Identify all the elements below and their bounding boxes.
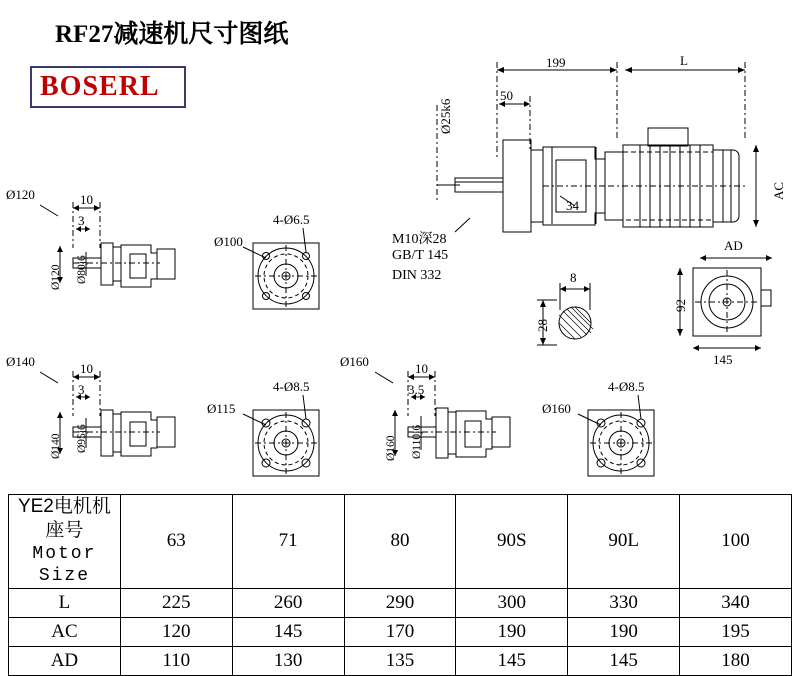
motor-end-view [677, 255, 772, 351]
motor-size-table [8, 494, 792, 676]
cell-L-63: 225 [120, 588, 232, 617]
table-col-1: 71 [232, 495, 344, 589]
v3-dim-35-label: 3.5 [408, 382, 425, 397]
cell-AD-100: 180 [680, 646, 792, 675]
v1-holes-label: 4-Ø6.5 [273, 212, 310, 227]
cell-AC-90S: 190 [456, 617, 568, 646]
table-row [9, 617, 792, 646]
v3-d160b-label: Ø160 [542, 401, 571, 416]
cell-AC-63: 120 [120, 617, 232, 646]
cell-L-80: 290 [344, 588, 456, 617]
dim-L-label: L [680, 53, 688, 68]
dim-34-label: 34 [566, 198, 579, 213]
v2-d115-label: Ø115 [207, 401, 236, 416]
cell-AD-90S: 145 [456, 646, 568, 675]
v3-d160-label: Ø160 [385, 435, 397, 461]
v3-d110j6-label: Ø110j6 [411, 424, 423, 459]
dim-AC-label: AC [771, 181, 786, 200]
v1-d80j6-label: Ø80j6 [76, 255, 88, 284]
cell-AD-80: 135 [344, 646, 456, 675]
v2-dim-3-label: 3 [78, 382, 85, 397]
dim-92-label: 92 [673, 299, 688, 312]
main-assembly-view [437, 62, 759, 232]
dim-199-label: 199 [546, 55, 566, 70]
v3-d160-outer-label: Ø160 [340, 354, 369, 369]
variant-120-front-view [243, 228, 319, 309]
cell-L-71: 260 [232, 588, 344, 617]
cell-AC-80: 170 [344, 617, 456, 646]
row-label-AD: AD [9, 646, 121, 675]
page-title: RF27减速机尺寸图纸 [55, 21, 289, 48]
v2-d140-label: Ø140 [50, 433, 62, 459]
v2-d140-outer-label: Ø140 [6, 354, 35, 369]
v1-dim-10-label: 10 [80, 192, 93, 207]
cell-L-90S: 300 [456, 588, 568, 617]
v1-d120-outer-label: Ø120 [6, 187, 35, 202]
dim-8-label: 8 [570, 270, 577, 285]
v3-holes-label: 4-Ø8.5 [608, 379, 645, 394]
dim-d25k6-label: Ø25k6 [438, 98, 453, 134]
cell-AC-100: 195 [680, 617, 792, 646]
v3-dim-10-label: 10 [415, 361, 428, 376]
cell-L-90L: 330 [568, 588, 680, 617]
thread-note-line2: GB/T 145 [392, 248, 449, 263]
table-header-label-en: Motor Size [32, 543, 97, 586]
thread-note-line1: M10深28 [392, 232, 447, 247]
table-col-0: 63 [120, 495, 232, 589]
dim-28-label: 28 [535, 319, 550, 332]
cell-AD-63: 110 [120, 646, 232, 675]
cell-AC-71: 145 [232, 617, 344, 646]
brand-logo: BOSERL [40, 71, 160, 102]
dim-145-label: 145 [713, 352, 733, 367]
v2-dim-10-label: 10 [80, 361, 93, 376]
v1-d100-label: Ø100 [214, 234, 243, 249]
cell-AD-90L: 145 [568, 646, 680, 675]
table-row [9, 588, 792, 617]
v1-dim-3-label: 3 [78, 213, 85, 228]
v1-d120-label: Ø120 [50, 264, 62, 290]
thread-note-line3: DIN 332 [392, 268, 442, 283]
v2-holes-label: 4-Ø8.5 [273, 379, 310, 394]
row-label-L: L [9, 588, 121, 617]
v2-d95j6-label: Ø95j6 [76, 424, 88, 453]
table-col-4: 90L [568, 495, 680, 589]
table-col-5: 100 [680, 495, 792, 589]
variant-140-front-view [243, 395, 319, 476]
variant-160-front-view [578, 395, 654, 476]
table-header-label-cn: YE2电机机座号 [17, 496, 111, 541]
cell-AD-71: 130 [232, 646, 344, 675]
table-col-2: 80 [344, 495, 456, 589]
dim-50-label: 50 [500, 88, 513, 103]
table-header-row [9, 495, 792, 589]
cell-L-100: 340 [680, 588, 792, 617]
table-col-3: 90S [456, 495, 568, 589]
table-row [9, 646, 792, 675]
cell-AC-90L: 190 [568, 617, 680, 646]
dim-AD-label: AD [724, 238, 743, 253]
table-header-label [9, 495, 121, 589]
row-label-AC: AC [9, 617, 121, 646]
